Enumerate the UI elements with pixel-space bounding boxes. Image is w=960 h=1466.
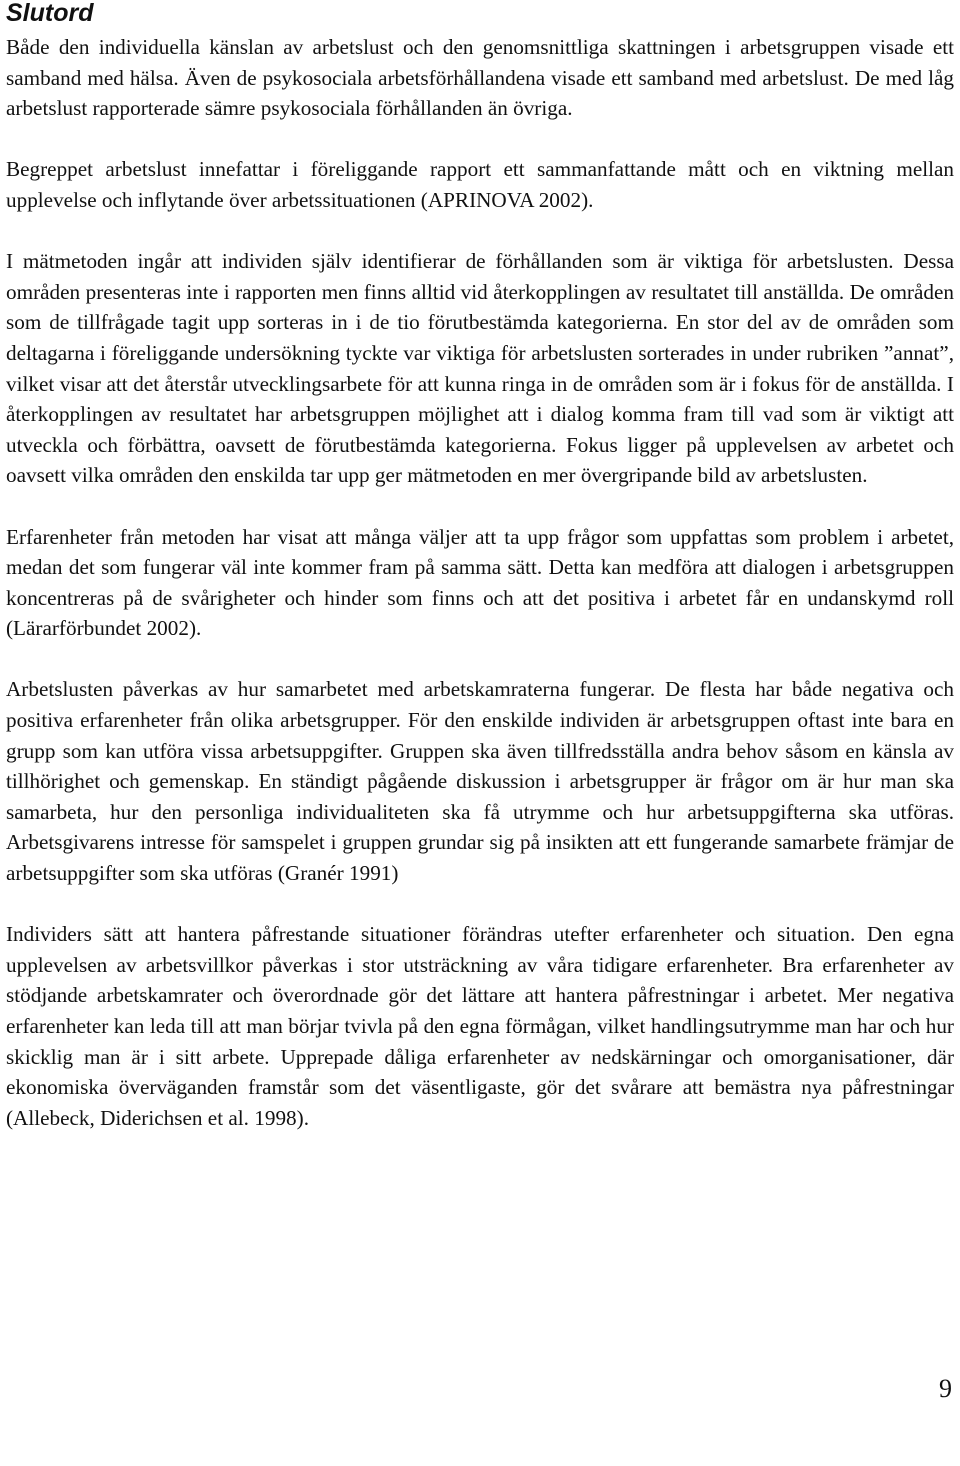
document-body: [6, 32, 954, 1164]
paragraph-method-experiences: Erfarenheter från metoden har visat att många väljer att ta upp frågor som uppfattas som problem i arbetet, medan det som fungerar väl inte kommer fram på samma sätt. Detta kan medföra att dialogen i arbetsgruppen koncentreras på de svårigheter och hinder som finns och att det positiva i arbetet får en undanskymd roll (Lärarförbundet 2002).: [6, 524, 954, 641]
page-number: 9: [939, 1374, 952, 1403]
paragraph-coping-experiences: Individers sätt att hantera påfrestande situationer förändras utefter erfarenheter och situation. Den egna upplevelsen av arbetsvillkor påverkas i stor utsträckning av våra tidigare erfarenheter. Bra erfarenheter av stödjande arbetskamrater och överordnade gör det lättare att hantera påfrestningar i arbetet. Mer negativa erfarenheter kan leda till att man börjar tvivla på den egna förmågan, vilket handlingsutrymme man har och hur skicklig man är i sitt arbete. Upprepade dåliga erfarenheter av nedskärningar och omorganisationer, där ekonomiska överväganden framstår som det väsentligaste, gör det svårare att bemästra nya påfrestningar (Allebeck, Diderichsen et al. 1998).: [6, 922, 954, 1130]
paragraph-concept-definition: Begreppet arbetslust innefattar i föreliggande rapport ett sammanfattande mått och en viktning mellan upplevelse och inflytande över arbetssituationen (APRINOVA 2002).: [6, 157, 954, 212]
paragraph-measurement-method: I mätmetoden ingår att individen själv identifierar de förhållanden som är viktiga för arbetslusten. Dessa områden presenteras inte i rapporten men finns alltid vid återkopplingen av resultatet till anställda. De områden som de tillfrågade tagit upp sorteras in i de tio förutbestämda kategorierna. En stor del av de områden som deltagarna i föreliggande undersökning tyckte var viktiga för arbetslusten sorterades in under rubriken ”annat”, vilket visar att det återstår utvecklingsarbete för att kunna ringa in de områden som är i fokus för de anställda. I återkopplingen av resultatet har arbetsgruppen möjlighet att i dialog komma fram till vad som är viktigt att utveckla och förbättra, oavsett de förutbestämda kategorierna. Fokus ligger på upplevelsen av arbetet och oavsett vilka områden den enskilda tar upp ger mätmetoden en mer övergripande bild av arbetslusten.: [6, 249, 954, 488]
paragraph-collaboration: Arbetslusten påverkas av hur samarbetet med arbetskamraterna fungerar. De flesta har både negativa och positiva erfarenheter från olika arbetsgrupper. För den enskilde individen är arbetsgruppen oftast inte bara en grupp som kan utföra vissa arbetsuppgifter. Gruppen ska även tillfredsställa andra behov såsom en känsla av tillhörighet och gemenskap. En ständigt pågående diskussion i arbetsgrupper är frågor om är hur man ska samarbeta, hur den personliga individualiteten ska få utrymme och hur arbetsuppgifterna ska utföras. Arbetsgivarens intresse för samspelet i gruppen grundar sig på insikten att ett fungerande samarbete främjar de arbetsuppgifter som ska utföras (Granér 1991): [6, 677, 954, 886]
paragraph-conclusion-summary: Både den individuella känslan av arbetslust och den genomsnittliga skattningen i arbetsgruppen visade ett samband med hälsa. Även de psykosociala arbetsförhållandena visade ett samband med arbetslust. De med låg arbetslust rapporterade sämre psykosociala förhållanden än övriga.: [6, 35, 954, 121]
section-heading: Slutord: [6, 0, 94, 27]
